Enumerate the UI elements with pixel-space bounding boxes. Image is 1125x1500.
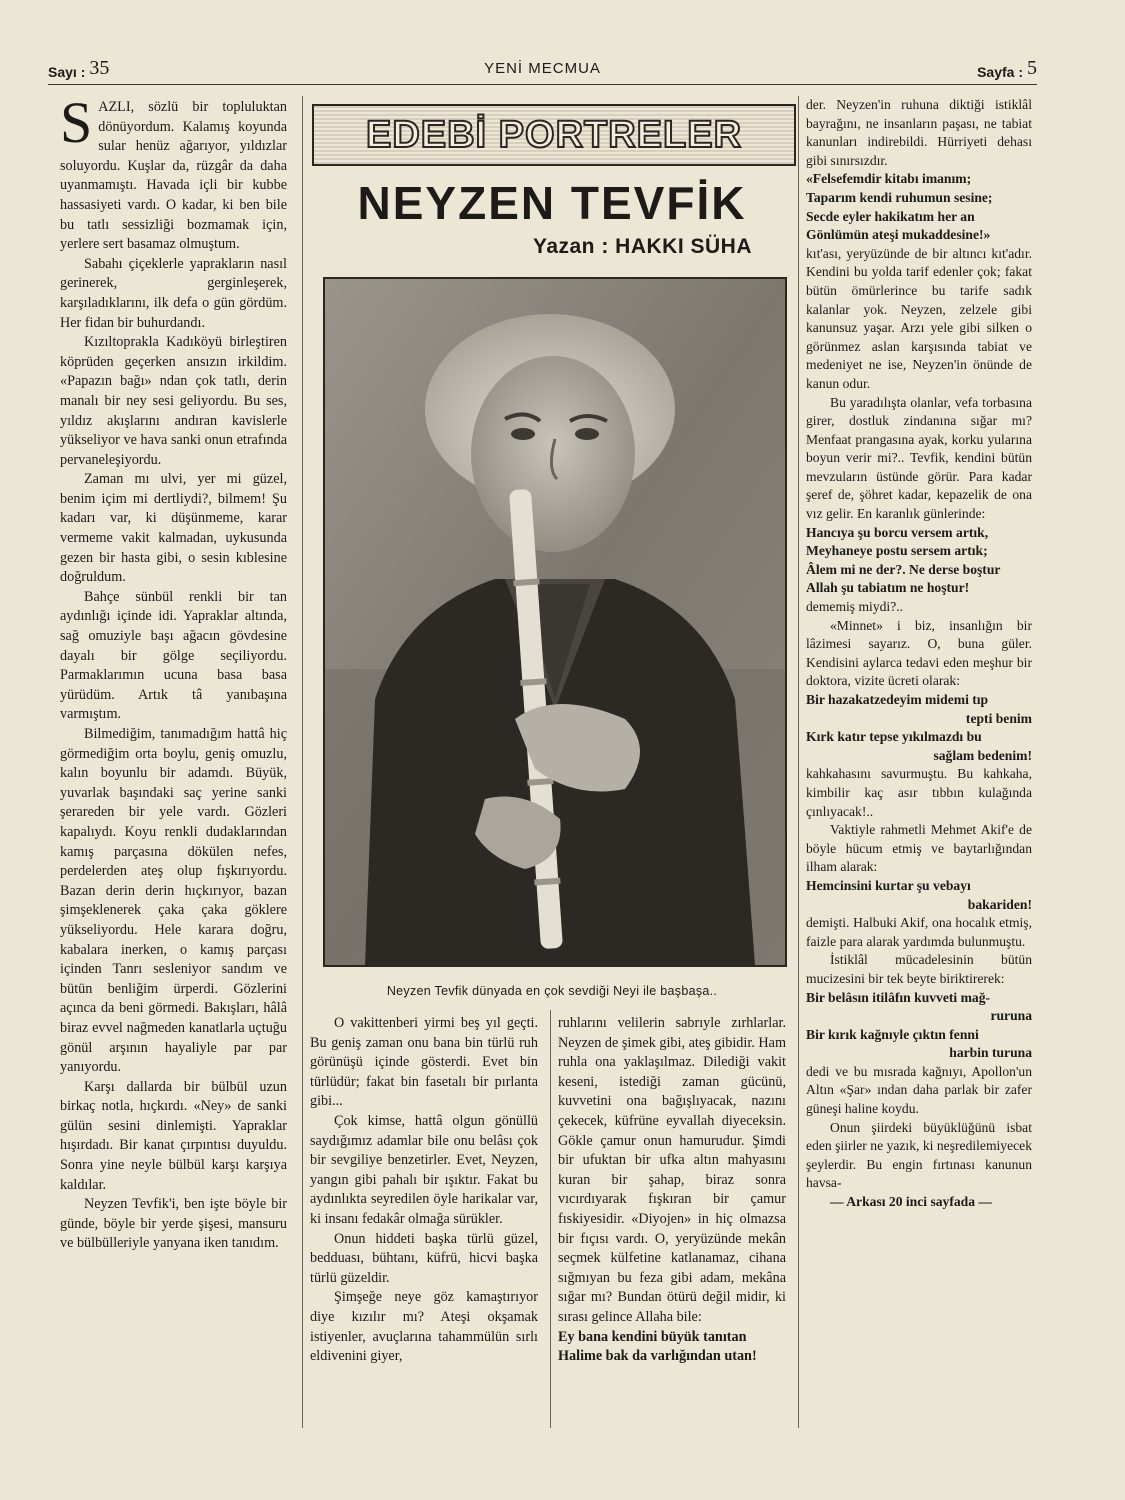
paragraph: Bu yaradılışta olanlar, vefa torbasına girer, dostluk zindanına sığar mı? Menfaat prangasına ayak, korku yularına boyun verir mi?.. Tevfik, kendini bütün mevzuların üstünde görür. Para kadar şeref de, şöhret kadar, kepazelik de ona vız gelir. En karanlık günlerinde: [806,394,1032,522]
paragraph: der. Neyzen'in ruhuna diktiği istiklâl bayrağını, ne insanların paşası, ne tabiat kanunları indirebildi. Hürriyeti dehası gibi sınırsızdır. [806,97,1032,168]
verse-line: Halime bak da varlığından utan! [558,1348,757,1365]
column-divider [302,96,303,1428]
article-column-1 [60,90,287,1254]
verse-line: sağlam bedenim! [933,747,1032,763]
page-header [48,54,1037,82]
verse-line: Gönlümün ateşi mukaddesine!» [806,227,991,243]
article-title: NEYZEN TEVFİK [357,177,747,229]
column-divider [550,1010,551,1428]
portrait-illustration [325,279,785,965]
magazine-name: YENİ MECMUA [484,60,601,77]
portrait-photo [323,277,787,967]
issue-label: Sayı : [48,64,86,80]
verse-line: Secde eyler hakikatım her an [806,208,975,224]
banner-text: EDEBİ PORTRELER [365,113,743,156]
verse-line: Bir kırık kağnıyle çıktın fenni [806,1026,979,1042]
verse-line: Ey bana kendini büyük tanıtan [558,1328,747,1345]
verse-line: Hancıya şu borcu versem artık, [806,524,989,540]
paragraph: O vakittenberi yirmi beş yıl geçti. Bu geniş zaman onu bana bin türlü ruh görünüşü içinde gösterdi. Evet bin türlüdür; fakat bin fasetalı bir pırlanta gibi... [310,1015,538,1110]
paragraph: kıt'ası, yeryüzünde de bir altıncı kıt'adır. Kendini bu yolda tarif edenler çok; fakat bütün ömürlerince bu tarife sadık kalanlar yok. Neyzen, zelzele gibi kanunsuz yaşar. Arzı yele gibi silken o görünmez aslan karşısında tabiat ve medeniyet ne ise, Neyzen'in önünde de kanun odur. [806,245,1032,391]
paragraph: Şimşeğe neye göz kamaştırıyor diye kızılır mı? Ateşi okşamak istiyenler, avuçlarına tahammülün sırlı eldivenini giyer, [310,1289,538,1365]
continued-notice: — Arkası 20 inci sayfada — [830,1194,993,1210]
verse-line: Bir belâsın itilâfın kuvveti mağ- [806,989,991,1005]
verse-line: tepti benim [965,710,1032,726]
verse-line: bakariden! [967,896,1032,912]
page-indicator [977,57,1037,83]
byline: Yazan : HAKKI SÜHA [532,235,752,258]
paragraph: kahkahasını savurmuştu. Bu kahkaha, kimbilir kaç asır tıbbın kulağında çınlıyacak!.. [806,766,1032,819]
paragraph: Zaman mı ulvi, yer mi güzel, benim içim mi dertliydi?, bilmem! Şu kadarı var, ki düşünmeme, karar vermeme vakit kalmadan, uykusunda gezen bir hasta gibi, o sesin kıblesine doğruldum. [60,471,287,586]
page-label: Sayfa : [977,64,1023,80]
paragraph: Sabahı çiçeklerle yaprakların nasıl gerinerek, gerginleşerek, karşıladıklarını, ilk defa o gün gördüm. Her fidan bir buhurdandı. [60,255,287,331]
article-column-4 [806,96,1032,1212]
paragraph: Kızıltoprakla Kadıköyü birleştiren köprüden geçerken ansızın irkildim. «Papazın bağı» ndan çok tatlı, derin manalı bir ney sesi geliyordu. Bu ses, yıldız akışlarını andıran kavislerle yükseliyor ve hava sanki onun etrafında pervaneleşiyordu. [60,334,287,468]
verse-line: Bir hazakatzedeyim midemi tıp [806,692,989,707]
paragraph: Çok kimse, hattâ olgun gönüllü saydığımız adamlar bile onu belâsı çok bir sevgiliye benzetirler. Evet, Neyzen, yangın gibi pahalı bir ışıktır. Fakat bu aydınlıkta seyredilen öyle harikalar var, ki insanı fedakâr olmağa sürükler. [310,1112,538,1227]
section-banner [312,104,796,166]
verse-line: Âlem mi ne der?. Ne derse boştur [806,561,1001,577]
article-column-3 [558,1014,786,1367]
verse-line: harbin turuna [949,1045,1032,1061]
verse-line: ruruna [990,1008,1032,1024]
verse-line: Meyhaneye postu sersem artık; [806,543,988,559]
column-divider [798,96,799,1428]
paragraph: dedi ve bu mısrada kağnıyı, Apollon'un Altın «Şar» ından daha parlak bir zafer güneşi haline koydu. [806,1063,1032,1117]
paragraph: Bilmediğim, tanımadığım hattâ hiç görmediğim orta boylu, geniş omuzlu, kalın boyunlu bir adamdı. Büyük, yuvarlak başındaki saç yerine sanki şerareden bir yele vardı. Gözleri kapalıydı. Koyu renkli dudaklarından kamış parçasına dökülen nefes, perdelerden ateş olup fışkırıyordu. Bazan derin derin hıçkırıyor, bazan şimşeklenerek çaka çaka göklere yükseliyordu. Hele karara doğru, kabalara inerken, o kamış parçası içinden Tanrı sesleniyor sandım ve bütün benliğim ürperdi. Gözlerini açınca da beni görmedi. Bakışları, hâlâ biraz evvel nağmeden kanatlarla uçtuğu gönül arşının hayaliyle par par yanıyordu. [60,726,287,1076]
page-number: 5 [1027,57,1037,79]
paragraph: «Minnet» i biz, insanlığın bir lâzimesi sayarız. O, buna güler. Kendisini aylarca tedavi eden meşhur bir doktora, vizite ücreti olarak: [806,617,1032,689]
verse-line: Kırk katır tepse yıkılmazdı bu [806,729,982,745]
paragraph: Vaktiyle rahmetli Mehmet Akif'e de böyle hücum etmiş ve baytarlığından ilham alarak: [806,822,1032,875]
verse-line: Hemcinsini kurtar şu vebayı [806,877,971,893]
header-rule [48,84,1037,85]
paragraph: Karşı dallarda bir bülbül uzun birkaç notla, hıçkırdı. «Ney» de sanki gülün sesini dinlemişti. Yapraklar hışırdadı. Bir kanat çırpıntısı duyuldu. Sonra yine neyle bülbül karşı karşıya kaldılar. [60,1078,287,1193]
paragraph: dememiş miydi?.. [806,599,904,615]
photo-caption: Neyzen Tevfik dünyada en çok sevdiği Neyi ile başbaşa.. [386,984,718,998]
paragraph: SAZLI, sözlü bir topluluktan dönüyordum. Kalamış koyunda sular henüz ağarıyor, yıldızlar soluyordu. Kuşlar da, rüzgâr da daha uyanmamıştı. Havada içli bir kubbe hassasiyeti vardı. O kadar, ki ben bile bu tatlı sessizliği bozmamak için, yerlere sert basamaz olmuştum. [60,90,287,253]
article-column-2 [310,1014,538,1367]
issue-number: 35 [89,57,110,79]
paragraph: Bahçe sünbül renkli bir tan aydınlığı içinde idi. Yapraklar altında, sağ omuziyle başı ağacın gövdesine dayalı bir gölge seçiliyordu. Parmaklarımın ucuna basa basa yürüdüm. Artık tâ yanıbaşına varmıştım. [60,588,287,723]
verse-line: Allah şu tabiatım ne hoştur! [806,580,970,596]
paragraph: Onun hiddeti başka türlü güzel, bedduası, bühtanı, küfrü, hicvi başka türlü güzeldir. [310,1230,538,1286]
paragraph: İstiklâl mücadelesinin bütün mucizesini bir tek beyte biriktirerek: [806,952,1032,986]
drop-cap: S [60,90,93,155]
paragraph: demişti. Halbuki Akif, ona hocalık etmiş, faizle para alarak yardımda bulunmuştu. [806,915,1032,949]
paragraph: Neyzen Tevfik'i, ben işte böyle bir günde, böyle bir yerde şişesi, mansuru ve bülbülleriyle yanyana iken tanıdım. [60,1196,287,1252]
verse-line: «Felsefemdir kitabı imanım; [806,171,972,187]
paragraph: Onun şiirdeki büyüklüğünü isbat eden şiirler ne yazık, ki neşredilemiyecek şeylerdir. Bu engin fırtınası kanunun havsa- [806,1119,1032,1191]
verse-line: Taparım kendi ruhumun sesine; [806,189,993,205]
paragraph: ruhlarını velilerin sabrıyle zırhlarlar. Neyzen de şimek gibi, ateş gibidir. Ham ruhla ona yaklaşılmaz. Dilediği vakit keseni, istediği zaman gücünü, kuvvetini ona bağışlıyacak, nazını çekecek, küfrüne eyvallah diyeceksin. Gökle çamur onun hamurudur. Şimdi bir ufuktan bir ufka altın mahyasını kuran bir şahap, biraz sonra vıcırdıyarak fışkıran bir çamur fıskiyesidir. «Diyojen» in hiç olmazsa bir fıçısı vardı. O, yeryüzünde mekân seçmek külfetine katlanamaz, cihana sığmıyan bu feza gibi adam, mekâna sığar mı? Bundan ötürü değil midir, ki sırası gelince Allaha bile: [558,1015,786,1325]
